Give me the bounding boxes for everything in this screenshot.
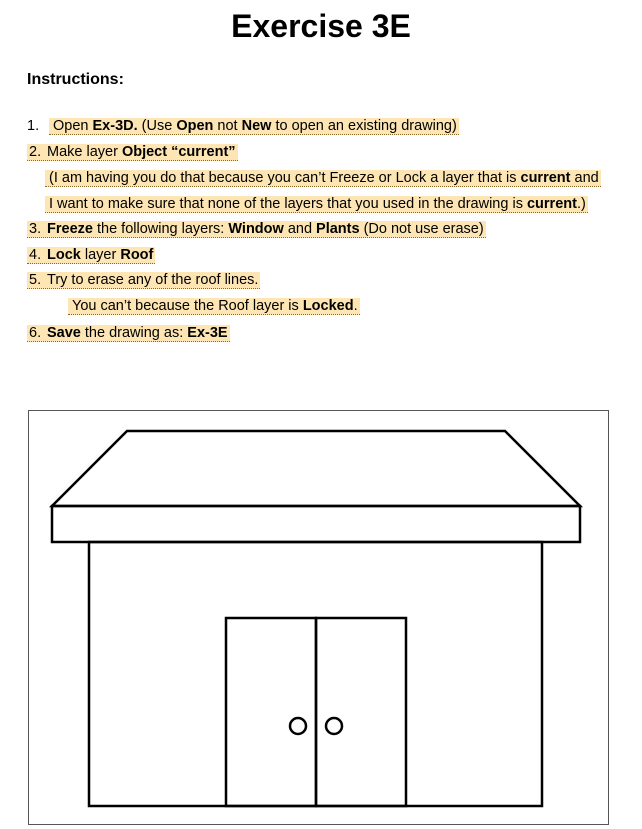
roof-eave bbox=[52, 506, 580, 542]
instructions-heading: Instructions: bbox=[27, 71, 124, 88]
step-5-number: 5. bbox=[29, 272, 42, 288]
page-title: Exercise 3E bbox=[231, 8, 411, 44]
step-6-number: 6. bbox=[29, 325, 42, 341]
house-drawing-frame bbox=[28, 410, 609, 825]
step-4: 4. Lock layer Roof bbox=[29, 247, 154, 263]
step-6: 6. Save the drawing as: Ex-3E bbox=[29, 325, 228, 341]
step-2-note-line-1: (I am having you do that because you can’t Freeze or Lock a layer that is current and bbox=[45, 169, 601, 187]
right-door bbox=[316, 618, 406, 806]
step-4-number: 4. bbox=[29, 247, 42, 263]
step-5: 5. Try to erase any of the roof lines. bbox=[29, 272, 259, 288]
house-drawing bbox=[29, 411, 610, 826]
left-door-knob bbox=[290, 718, 306, 734]
step-2-number: 2. bbox=[29, 144, 42, 160]
roof bbox=[52, 431, 580, 506]
step-1: 1. Open Ex-3D. (Use Open not New to open an existing drawing) bbox=[27, 118, 457, 134]
step-3: 3. Freeze the following layers: Window and Plants (Do not use erase) bbox=[29, 221, 484, 237]
step-1-number: 1. bbox=[27, 118, 40, 134]
step-3-number: 3. bbox=[29, 221, 42, 237]
left-door bbox=[226, 618, 316, 806]
step-2-note-line-2: I want to make sure that none of the layers that you used in the drawing is current.) bbox=[45, 195, 588, 213]
step-2: 2. Make layer Object “current” bbox=[29, 144, 236, 160]
step-5-note: You can’t because the Roof layer is Locked. bbox=[68, 297, 360, 315]
right-door-knob bbox=[326, 718, 342, 734]
